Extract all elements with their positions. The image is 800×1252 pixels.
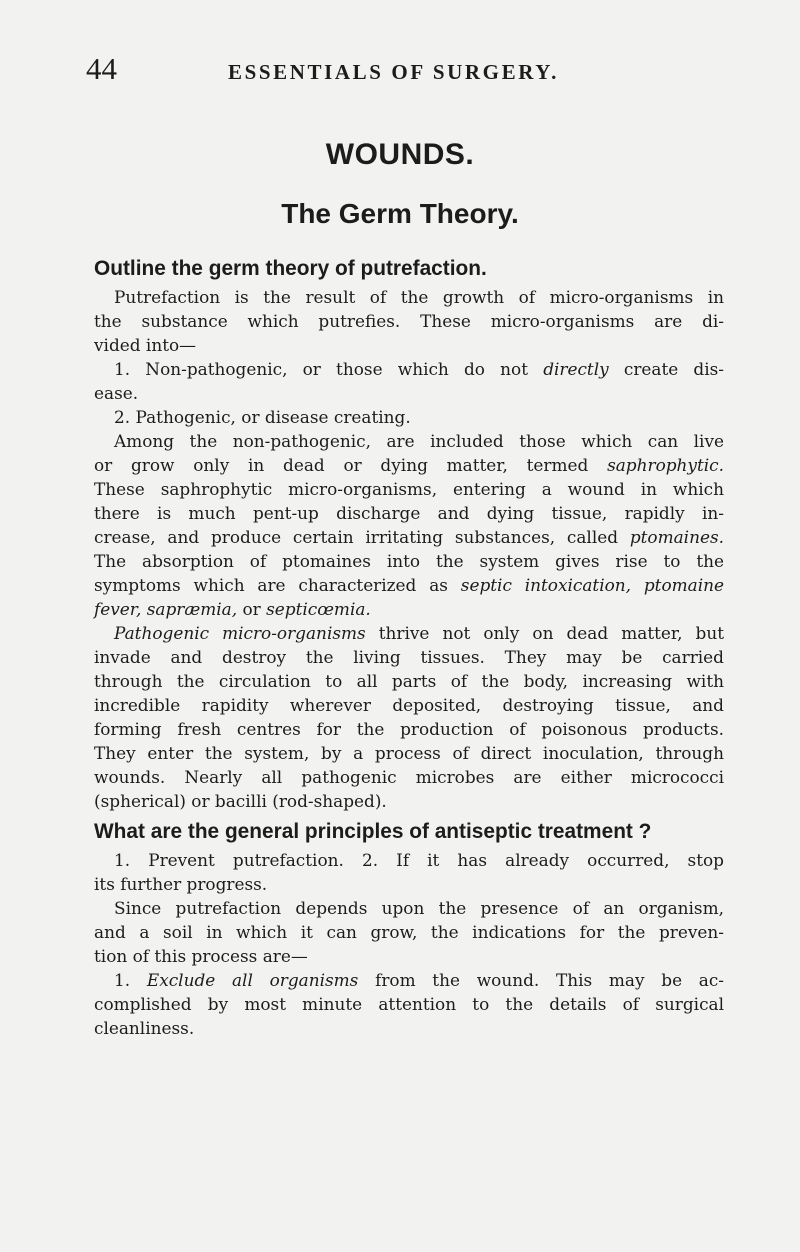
text-line: vided into— [94, 335, 197, 355]
text-line: ease. [94, 383, 139, 403]
text-line: These saphrophytic micro-organisms, entering a wound in which [94, 479, 724, 499]
question-heading: Outline the germ theory of putrefaction. [94, 256, 487, 280]
text-line: Among the non-pathogenic, are included those which can live [114, 431, 724, 451]
text-line: wounds. Nearly all pathogenic microbes are either micrococci [94, 767, 724, 787]
text-line: the substance which putrefies. These micro-organisms are di- [94, 311, 724, 331]
text-line: and a soil in which it can grow, the indications for the preven- [94, 922, 724, 942]
text-line: complished by most minute attention to the details of surgical [94, 994, 724, 1014]
text-line: forming fresh centres for the production of poisonous products. [94, 719, 724, 739]
text-line: 1. Non-pathogenic, or those which do not directly create dis- [114, 359, 725, 379]
text-line: They enter the system, by a process of direct inoculation, through [94, 743, 724, 763]
text-line: Since putrefaction depends upon the presence of an organism, [114, 898, 724, 918]
text-line: or grow only in dead or dying matter, termed saphrophytic. [94, 455, 724, 475]
text-line: its further progress. [94, 874, 268, 894]
text-line: cleanliness. [94, 1018, 195, 1038]
text-line: there is much pent-up discharge and dying tissue, rapidly in- [94, 503, 724, 523]
page-header [86, 52, 726, 92]
page-number: 44 [86, 51, 117, 86]
text-line: incredible rapidity wherever deposited, destroying tissue, and [94, 695, 724, 715]
text-line: Putrefaction is the result of the growth of micro-organisms in [114, 287, 724, 307]
text-line: tion of this process are— [94, 946, 308, 966]
section-title: The Germ Theory. [281, 198, 519, 229]
running-title: ESSENTIALS OF SURGERY. [228, 60, 559, 84]
text-line: (spherical) or bacilli (rod-shaped). [94, 791, 387, 811]
text-line: Pathogenic micro-organisms thrive not only on dead matter, but [114, 623, 724, 643]
text-line: fever, sapræmia, or septicœmia. [94, 599, 371, 619]
text-line: invade and destroy the living tissues. They may be carried [94, 647, 724, 667]
text-line: crease, and produce certain irritating substances, called ptomaines. [94, 527, 724, 547]
chapter-title: WOUNDS. [325, 138, 475, 171]
text-line: symptoms which are characterized as septic intoxication, ptomaine [94, 575, 725, 595]
question-heading: What are the general principles of antiseptic treatment ? [94, 819, 652, 843]
text-line: 1. Prevent putrefaction. 2. If it has already occurred, stop [114, 850, 724, 870]
text-line: 1. Exclude all organisms from the wound. This may be ac- [114, 970, 725, 990]
text-line: 2. Pathogenic, or disease creating. [114, 407, 411, 427]
text-line: through the circulation to all parts of the body, increasing with [94, 671, 724, 691]
text-line: The absorption of ptomaines into the system gives rise to the [94, 551, 724, 571]
